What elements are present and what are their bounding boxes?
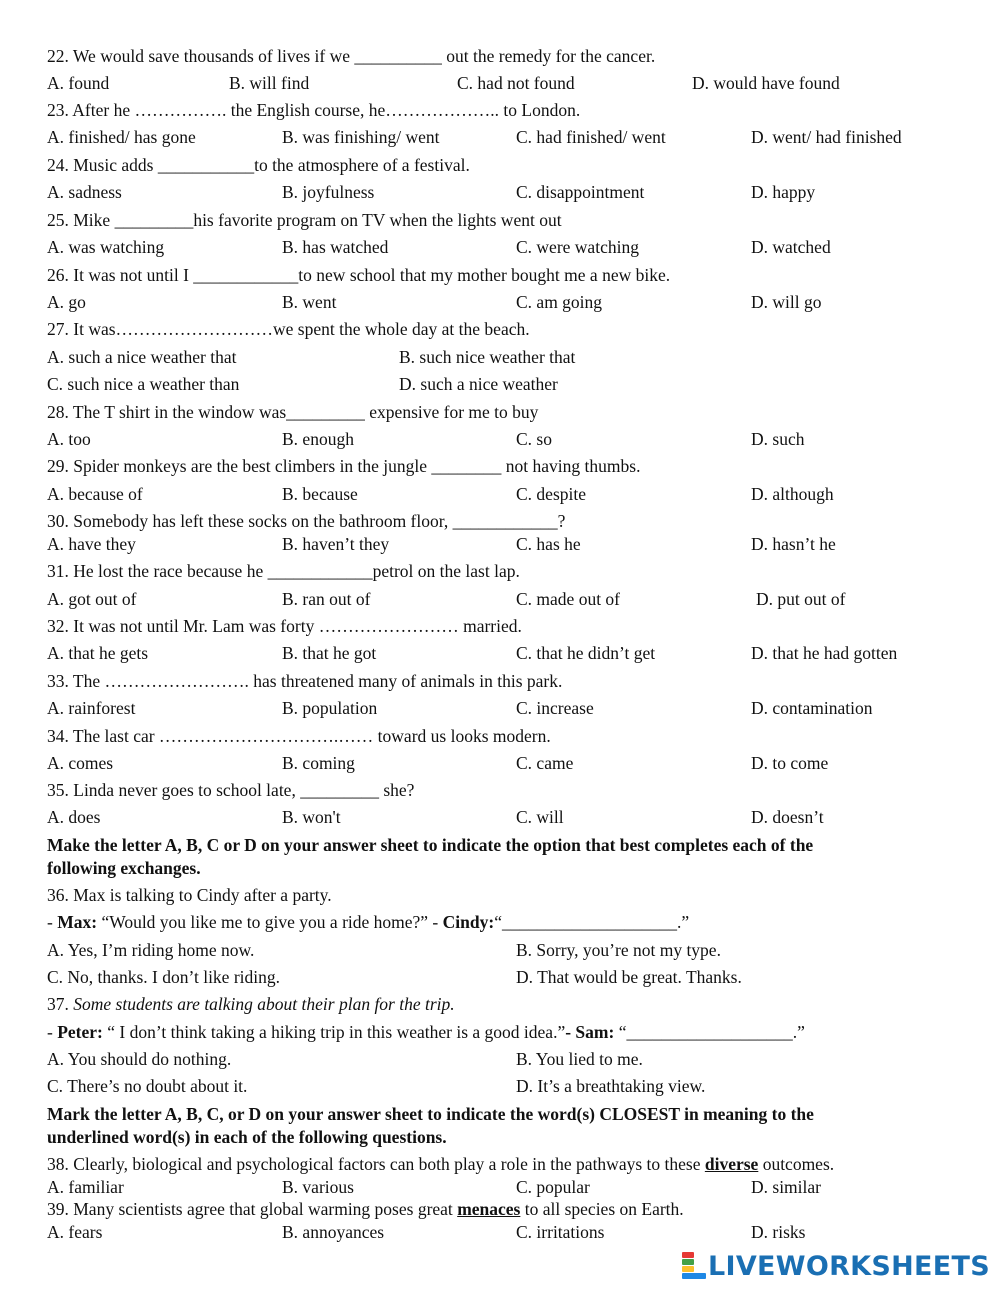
question-22: 22. We would save thousands of lives if we __________ out the remedy for the cancer. <box>47 46 656 66</box>
question-29: 29. Spider monkeys are the best climbers in the jungle ________ not having thumbs. <box>47 456 641 476</box>
option-d[interactable]: D. will go <box>751 292 822 312</box>
options-33 <box>47 696 970 720</box>
option-c[interactable]: C. had finished/ went <box>516 127 666 147</box>
question-text: 38. Clearly, biological and psychological factors can both play a role in the pathways to these <box>47 1154 705 1174</box>
option-d[interactable]: D. similar <box>751 1177 821 1197</box>
option-b[interactable]: B. will find <box>229 73 310 93</box>
option-c[interactable]: C. irritations <box>516 1222 605 1242</box>
question-35: 35. Linda never goes to school late, _________ she? <box>47 780 415 800</box>
options-37-row2 <box>47 1074 970 1098</box>
option-c[interactable]: C. will <box>516 807 564 827</box>
speaker-peter: Peter: <box>57 1022 103 1042</box>
section-instruction-cont: following exchanges. <box>47 858 201 878</box>
option-b[interactable]: B. was finishing/ went <box>282 127 440 147</box>
option-a[interactable]: A. that he gets <box>47 643 149 663</box>
underlined-word: menaces <box>457 1199 521 1219</box>
options-24 <box>47 180 970 204</box>
option-c[interactable]: C. such nice a weather than <box>47 374 240 394</box>
question-text: 39. Many scientists agree that global warming poses great <box>47 1199 458 1219</box>
option-c[interactable]: C. increase <box>516 698 594 718</box>
speaker-max: Max: <box>57 912 98 932</box>
option-c[interactable]: C. am going <box>516 292 603 312</box>
section-instruction: Mark the letter A, B, C, or D on your answer sheet to indicate the word(s) CLOSEST in meaning to the <box>47 1104 814 1124</box>
option-c[interactable]: C. disappointment <box>516 182 645 202</box>
option-a[interactable]: A. finished/ has gone <box>47 127 196 147</box>
question-36: 36. Max is talking to Cindy after a party. <box>47 885 332 905</box>
option-a[interactable]: A. You should do nothing. <box>47 1049 232 1069</box>
option-b[interactable]: B. haven’t they <box>282 534 390 554</box>
quote-peter: “ I don’t think taking a hiking trip in this weather is a good idea.” <box>102 1022 566 1042</box>
option-c[interactable]: C. had not found <box>457 73 575 93</box>
option-d[interactable]: D. such a nice weather <box>399 374 558 394</box>
option-b[interactable]: B. has watched <box>282 237 389 257</box>
option-c[interactable]: C. made out of <box>516 589 621 609</box>
question-34: 34. The last car ………………………….…… toward us looks modern. <box>47 726 551 746</box>
dash: - <box>47 912 58 932</box>
option-b[interactable]: B. went <box>282 292 337 312</box>
option-b[interactable]: B. You lied to me. <box>516 1049 643 1069</box>
option-b[interactable]: B. ran out of <box>282 589 371 609</box>
options-27-row2 <box>47 372 970 396</box>
options-35 <box>47 805 970 829</box>
option-a[interactable]: A. was watching <box>47 237 165 257</box>
answer-blank[interactable]: “____________________.” <box>494 912 690 932</box>
quote-max: “Would you like me to give you a ride home?” - <box>97 912 443 932</box>
option-b[interactable]: B. that he got <box>282 643 377 663</box>
option-c[interactable]: C. No, thanks. I don’t like riding. <box>47 967 280 987</box>
options-28 <box>47 427 970 451</box>
option-d[interactable]: D. watched <box>751 237 831 257</box>
option-c[interactable]: C. that he didn’t get <box>516 643 656 663</box>
options-27-row1 <box>47 345 970 369</box>
option-a[interactable]: A. Yes, I’m riding home now. <box>47 940 255 960</box>
option-a[interactable]: A. go <box>47 292 86 312</box>
question-37 <box>47 992 970 1016</box>
option-d[interactable]: D. That would be great. Thanks. <box>516 967 742 987</box>
options-29 <box>47 482 970 506</box>
option-d[interactable]: D. went/ had finished <box>751 127 902 147</box>
liveworksheets-logo <box>682 1249 990 1283</box>
question-number: 37. <box>47 994 74 1014</box>
option-b[interactable]: B. various <box>282 1177 354 1197</box>
question-stem: Some students are talking about their plan for the trip. <box>73 994 455 1014</box>
option-b[interactable]: B. population <box>282 698 378 718</box>
answer-blank[interactable]: “___________________.” <box>614 1022 805 1042</box>
option-a[interactable]: A. got out of <box>47 589 137 609</box>
dialogue-36 <box>47 910 970 934</box>
question-39 <box>47 1197 970 1221</box>
option-d[interactable]: D. such <box>751 429 805 449</box>
option-d[interactable]: D. would have found <box>692 73 840 93</box>
logo-mark-icon <box>682 1252 708 1280</box>
question-32: 32. It was not until Mr. Lam was forty …………………… married. <box>47 616 522 636</box>
option-b[interactable]: B. such nice weather that <box>399 347 576 367</box>
question-text-end: to all species on Earth. <box>520 1199 684 1219</box>
dash: - <box>565 1022 576 1042</box>
options-34 <box>47 751 970 775</box>
options-36-row1 <box>47 938 970 962</box>
option-b[interactable]: B. won't <box>282 807 341 827</box>
option-a[interactable]: A. found <box>47 73 110 93</box>
option-c[interactable]: C. has he <box>516 534 581 554</box>
option-c[interactable]: C. popular <box>516 1177 590 1197</box>
question-27: 27. It was………………………we spent the whole day at the beach. <box>47 319 530 339</box>
option-d[interactable]: D. doesn’t <box>751 807 824 827</box>
option-b[interactable]: B. joyfulness <box>282 182 375 202</box>
speaker-cindy: Cindy: <box>442 912 495 932</box>
options-31 <box>47 587 970 611</box>
options-32 <box>47 641 970 665</box>
option-a[interactable]: A. fears <box>47 1222 103 1242</box>
option-a[interactable]: A. familiar <box>47 1177 124 1197</box>
option-d[interactable]: D. contamination <box>751 698 873 718</box>
option-c[interactable]: C. There’s no doubt about it. <box>47 1076 248 1096</box>
logo-text: LIVEWORKSHEETS <box>707 1250 990 1282</box>
options-26 <box>47 290 970 314</box>
question-31: 31. He lost the race because he ____________petrol on the last lap. <box>47 561 520 581</box>
section-instruction-cont: underlined word(s) in each of the following questions. <box>47 1127 447 1147</box>
option-c[interactable]: C. came <box>516 753 574 773</box>
option-a[interactable]: A. does <box>47 807 101 827</box>
question-30: 30. Somebody has left these socks on the bathroom floor, ____________? <box>47 511 566 531</box>
option-d[interactable]: D. It’s a breathtaking view. <box>516 1076 706 1096</box>
option-c[interactable]: C. were watching <box>516 237 639 257</box>
option-b[interactable]: B. enough <box>282 429 354 449</box>
option-d[interactable]: D. although <box>751 484 834 504</box>
options-36-row2 <box>47 965 970 989</box>
section-instruction: Make the letter A, B, C or D on your answer sheet to indicate the option that best completes each of the <box>47 835 814 855</box>
option-b[interactable]: B. coming <box>282 753 355 773</box>
option-a[interactable]: A. such a nice weather that <box>47 347 237 367</box>
option-d[interactable]: D. that he had gotten <box>751 643 898 663</box>
question-26: 26. It was not until I ____________to new school that my mother bought me a new bike. <box>47 265 671 285</box>
question-24: 24. Music adds ___________to the atmosphere of a festival. <box>47 155 470 175</box>
options-25 <box>47 235 970 259</box>
question-25: 25. Mike _________his favorite program on TV when the lights went out <box>47 210 562 230</box>
question-23: 23. After he ……………. the English course, he……………….. to London. <box>47 100 581 120</box>
option-a[interactable]: A. comes <box>47 753 114 773</box>
options-30 <box>47 532 970 556</box>
speaker-sam: Sam: <box>575 1022 615 1042</box>
option-d[interactable]: D. risks <box>751 1222 806 1242</box>
question-33: 33. The ……………………. has threatened many of animals in this park. <box>47 671 563 691</box>
option-d[interactable]: D. hasn’t he <box>751 534 836 554</box>
option-b[interactable]: B. because <box>282 484 358 504</box>
option-d[interactable]: D. to come <box>751 753 829 773</box>
option-b[interactable]: B. annoyances <box>282 1222 385 1242</box>
option-a[interactable]: A. rainforest <box>47 698 136 718</box>
dialogue-37 <box>47 1020 970 1044</box>
option-d[interactable]: D. happy <box>751 182 816 202</box>
options-39 <box>47 1220 970 1244</box>
question-38 <box>47 1152 970 1176</box>
question-text-end: outcomes. <box>758 1154 835 1174</box>
option-c[interactable]: C. so <box>516 429 552 449</box>
options-38 <box>47 1175 970 1199</box>
option-b[interactable]: B. Sorry, you’re not my type. <box>516 940 721 960</box>
question-28: 28. The T shirt in the window was_________ expensive for me to buy <box>47 402 539 422</box>
underlined-word: diverse <box>704 1154 759 1174</box>
option-a[interactable]: A. too <box>47 429 91 449</box>
options-23 <box>47 125 970 149</box>
option-a[interactable]: A. because of <box>47 484 143 504</box>
option-c[interactable]: C. despite <box>516 484 586 504</box>
options-22 <box>47 71 970 95</box>
options-37-row1 <box>47 1047 970 1071</box>
option-a[interactable]: A. sadness <box>47 182 122 202</box>
option-a[interactable]: A. have they <box>47 534 136 554</box>
option-d[interactable]: D. put out of <box>756 589 846 609</box>
dash: - <box>47 1022 58 1042</box>
